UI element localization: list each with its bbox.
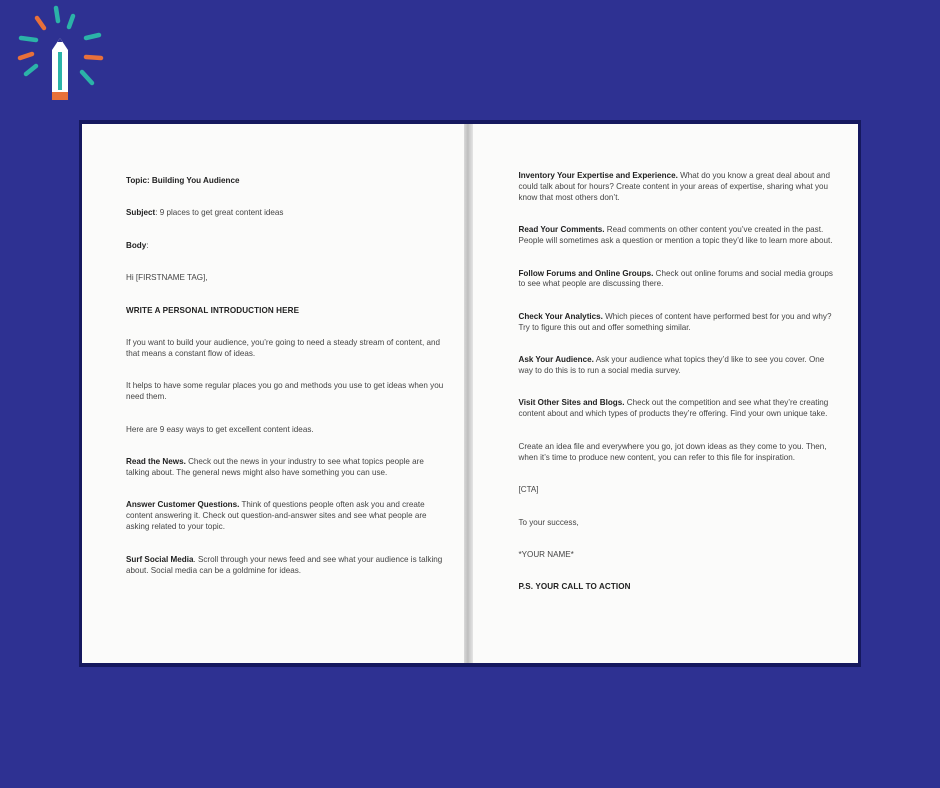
topic-line: Topic: Building You Audience	[126, 176, 240, 185]
ps-line: P.S. YOUR CALL TO ACTION	[518, 582, 631, 592]
name-placeholder: *YOUR NAME*	[518, 549, 574, 559]
idea-item: Read the News. Check out the news in your industry to see what topics people are talking about. The general news might also have something you can use.	[126, 457, 424, 477]
body-line: Body:	[126, 240, 149, 250]
left-page	[82, 124, 464, 663]
idea-item: Follow Forums and Online Groups. Check out online forums and social media groups to see what people are discussing there.	[518, 268, 833, 289]
idea-item: Read Your Comments. Read comments on other content you’ve created in the past. People will sometimes ask a question or mention a topic they’d like to learn more about.	[518, 225, 833, 246]
signoff: To your success,	[518, 517, 579, 527]
pencil-with-rays-icon	[12, 4, 112, 112]
greeting: Hi [FIRSTNAME TAG],	[126, 273, 208, 283]
paragraph-1: If you want to build your audience, you’re going to need a steady stream of content, and that means a constant flow of ideas.	[126, 338, 441, 358]
subject-text: : 9 places to get great content ideas	[155, 208, 284, 218]
right-page	[473, 124, 858, 663]
closing-paragraph: Create an idea file and everywhere you go, jot down ideas as they come to you. Then, when it’s time to produce new content, you can refer to this file for inspiration.	[518, 441, 827, 462]
subject-line	[126, 208, 444, 219]
idea-item: Answer Customer Questions. Think of questions people often ask you and create content answering it. Check out question-and-answer sites and see what people are asking related to your topic.	[126, 500, 427, 532]
idea-item: Surf Social Media. Scroll through your news feed and see what your audience is talking about. Social media can be a goldmine for ideas.	[126, 554, 443, 575]
idea-item: Check Your Analytics. Which pieces of content have performed best for you and why? Try to figure this out and offer something similar.	[518, 311, 832, 332]
idea-item: Ask Your Audience. Ask your audience what topics they’d like to see you cover. One way to do this is to run a social media survey.	[518, 355, 825, 376]
intro-heading: WRITE A PERSONAL INTRODUCTION HERE	[126, 305, 300, 315]
subject-label: Subject	[126, 208, 156, 218]
idea-item: Visit Other Sites and Blogs. Check out the competition and see what they’re creating content about and which types of products they’re offering. Find your own unique take.	[518, 398, 829, 419]
paragraph-3: Here are 9 easy ways to get excellent content ideas.	[126, 424, 314, 434]
body-label: Body	[126, 240, 147, 250]
page-gutter	[464, 124, 474, 663]
document-spread	[79, 120, 861, 667]
cta-placeholder: [CTA]	[518, 485, 539, 495]
paragraph-2: It helps to have some regular places you go and methods you use to get ideas when you need them.	[126, 381, 444, 402]
idea-item: Inventory Your Expertise and Experience. What do you know a great deal about and could talk about for hours? Create content in your areas of expertise, sharing what you know that most others don’t.	[518, 171, 830, 202]
